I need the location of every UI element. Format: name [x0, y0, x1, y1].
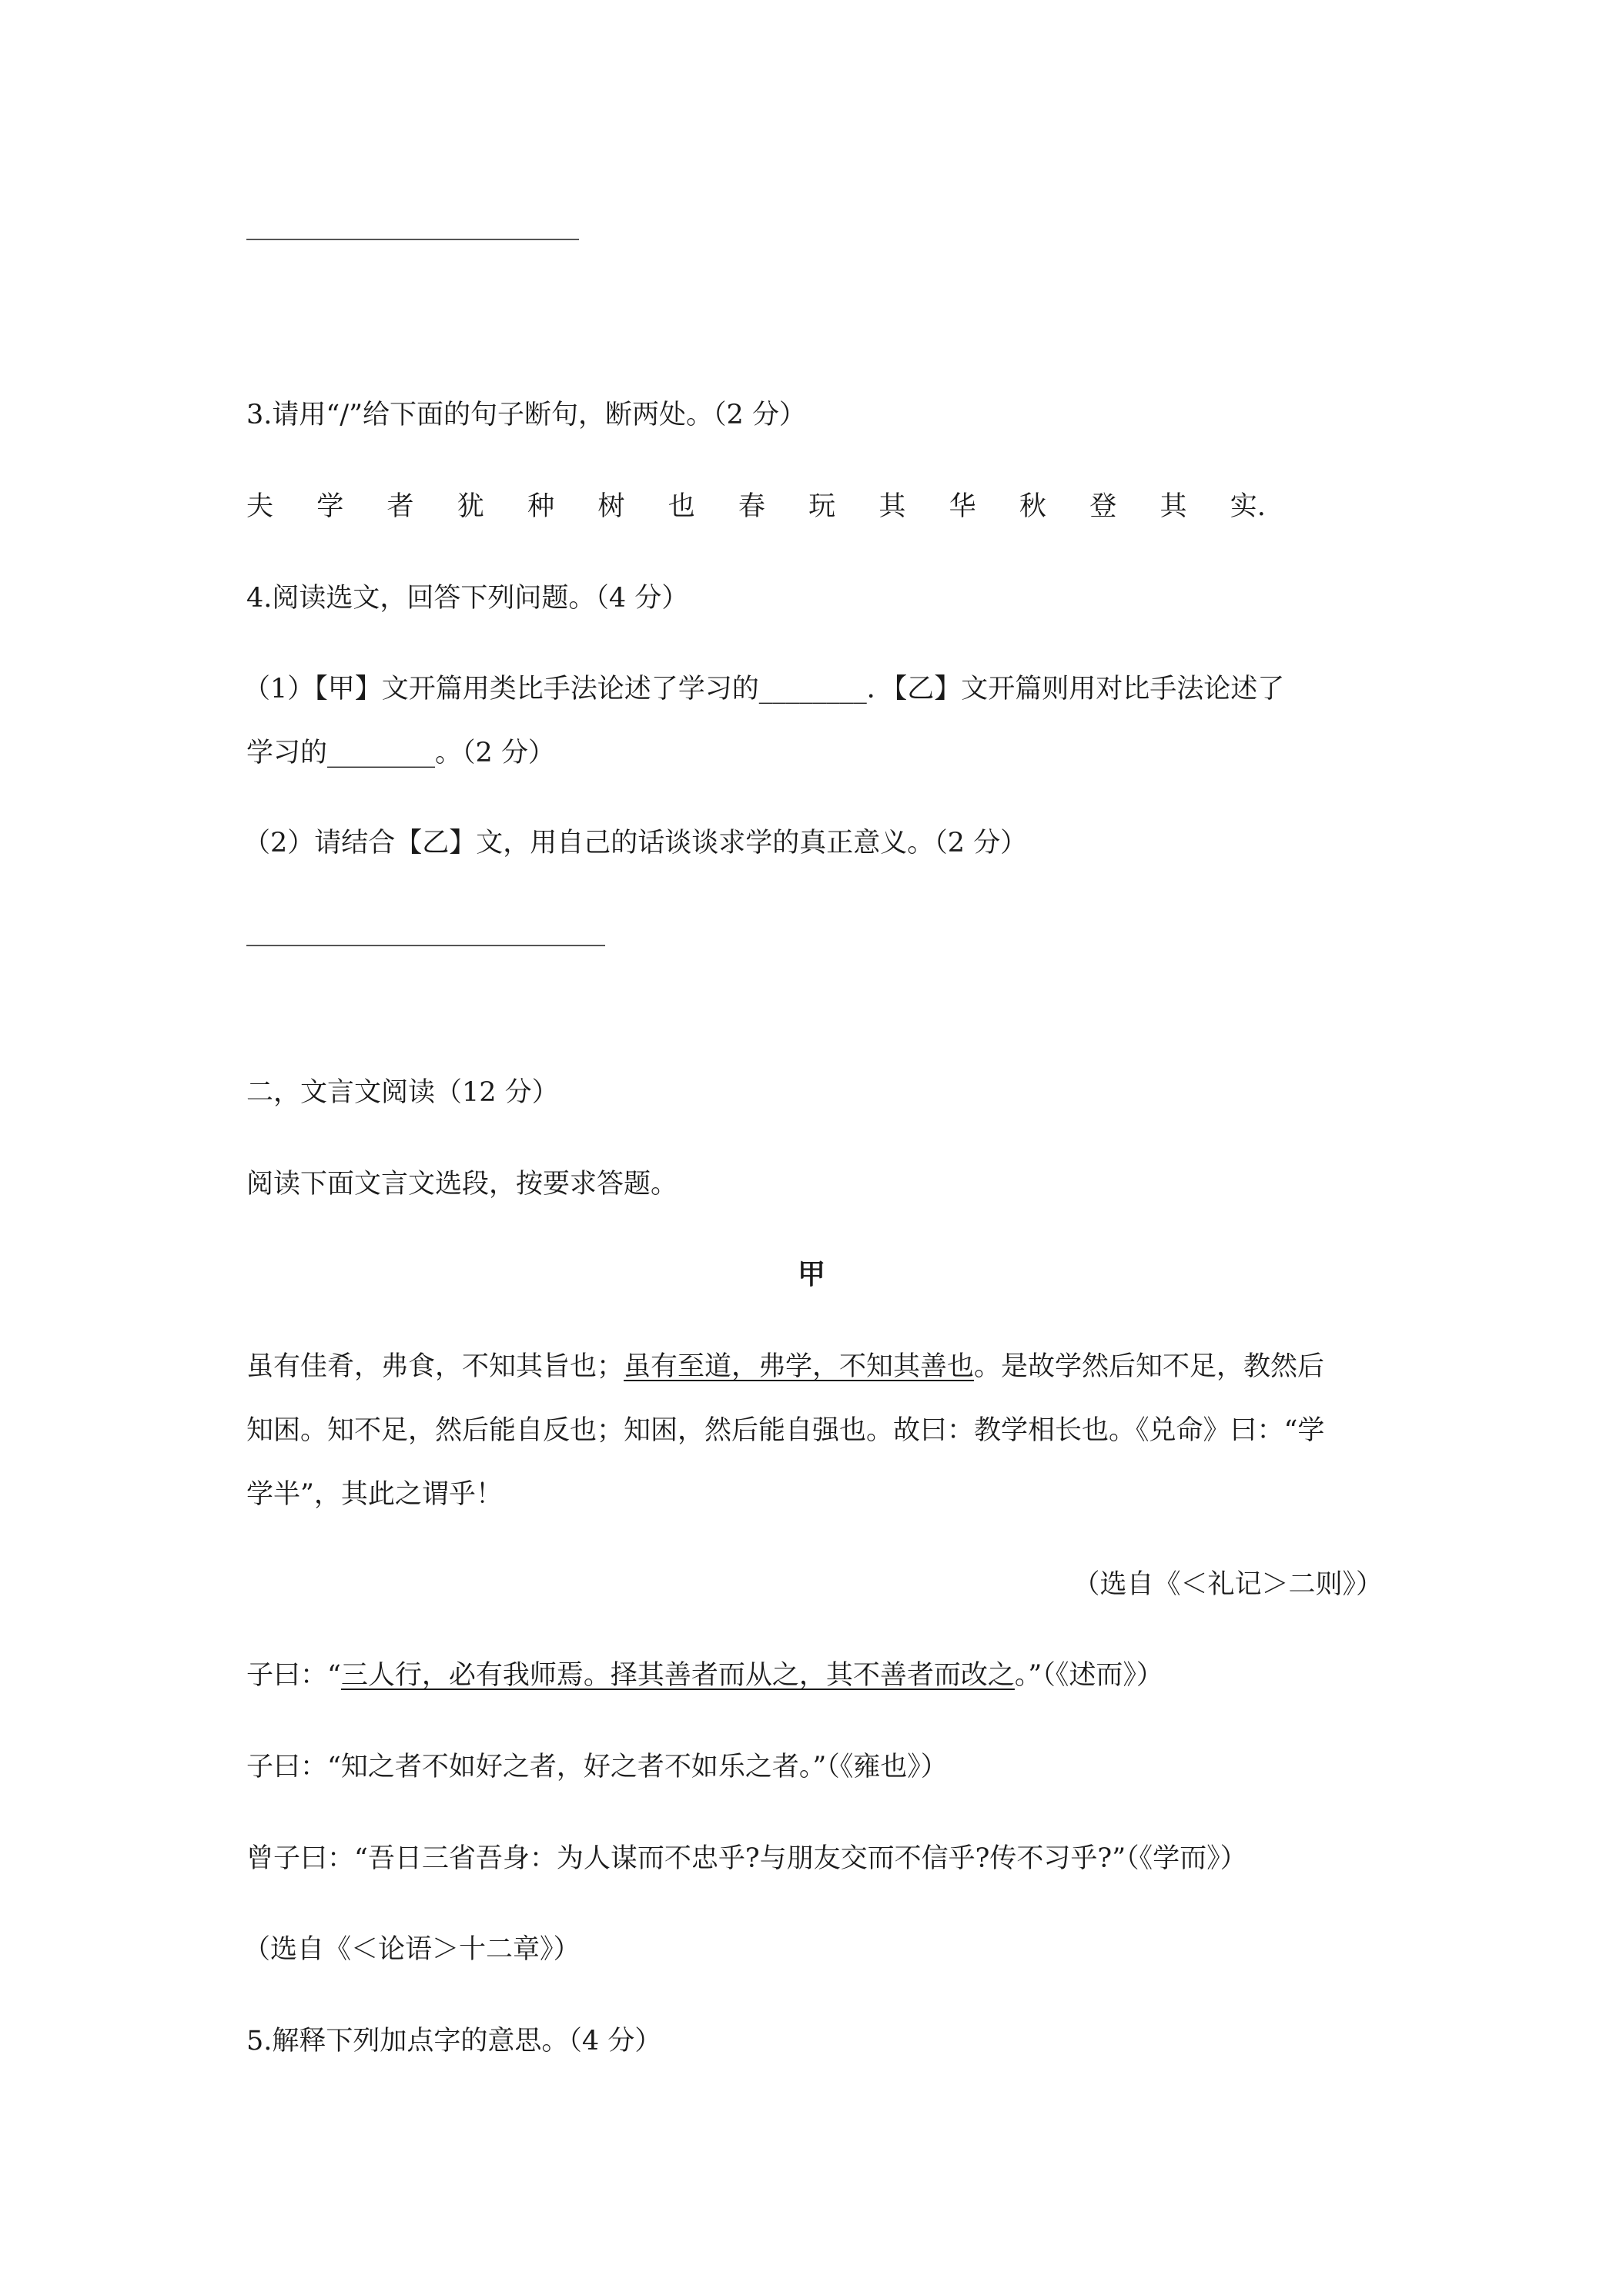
sentence-char: 树 — [597, 491, 625, 522]
sentence-char: 华 — [949, 491, 976, 522]
sentence-char: 登 — [1089, 491, 1117, 522]
sentence-char: 犹 — [457, 491, 484, 522]
passage-yi-text: 子曰：“ — [246, 1660, 341, 1691]
passage-yi-source: （选自《＜论语＞十二章》） — [243, 1934, 581, 1965]
passage-jia-text: 。是故学然后知不足，教然后 — [974, 1351, 1325, 1382]
underlined-sentence: 三人行，必有我师焉。择其善者而从之，其不善者而改之 — [340, 1660, 1015, 1691]
question-3-title: 3.请用“/”给下面的句子断句，断两处。（2 分） — [246, 400, 806, 430]
sentence-char: 也 — [668, 491, 695, 522]
question-4-sub1-line2: 学习的________。（2 分） — [246, 738, 555, 768]
underlined-sentence: 虽有至道，弗学，不知其善也 — [624, 1351, 975, 1382]
sentence-char: 者 — [387, 491, 414, 522]
question-4-sub2: （2）请结合【乙】文，用自己的话谈谈求学的真正意义。（2 分） — [243, 828, 1028, 858]
sentence-char: 春 — [738, 491, 765, 522]
passage-jia-title: 甲 — [797, 1258, 825, 1290]
sentence-char: 其 — [1160, 491, 1187, 522]
sentence-char: 夫 — [246, 491, 274, 522]
answer-blank-line — [246, 945, 605, 946]
answer-blank-line — [246, 239, 579, 240]
sentence-char: 学 — [316, 491, 344, 522]
question-3-sentence — [246, 487, 1266, 526]
passage-jia-line2: 知困。知不足，然后能自反也；知困，然后能自强也。故曰：教学相长也。《兑命》曰：“学 — [246, 1415, 1325, 1446]
sentence-char: 秋 — [1019, 491, 1046, 522]
passage-yi-line1 — [246, 1656, 1163, 1695]
question-4-sub1-line1: （1）【甲】文开篇用类比手法论述了学习的________．【乙】文开篇则用对比手法论述了 — [243, 674, 1285, 705]
sentence-char: 实. — [1230, 491, 1266, 522]
passage-yi-line2: 子曰：“知之者不如好之者，好之者不如乐之者。”（《雍也》） — [246, 1752, 948, 1782]
sentence-char: 玩 — [808, 491, 836, 522]
sentence-char: 种 — [527, 491, 555, 522]
question-4-title: 4.阅读选文，回答下列问题。（4 分） — [246, 583, 689, 614]
passage-jia-text: 虽有佳肴，弗食，不知其旨也； — [246, 1351, 624, 1382]
passage-yi-line3: 曾子曰：“吾日三省吾身：为人谋而不忠乎?与朋友交而不信乎?传不习乎?”（《学而》） — [246, 1843, 1247, 1874]
passage-jia-line1 — [246, 1347, 1324, 1386]
question-5-title: 5.解释下列加点字的意思。（4 分） — [246, 2026, 662, 2057]
passage-jia-source: （选自《＜礼记＞二则》） — [1073, 1569, 1383, 1600]
passage-jia-line3: 学半”，其此之谓乎！ — [246, 1479, 503, 1510]
passage-yi-text: 。”（《述而》） — [1014, 1660, 1163, 1691]
section-2-instruction: 阅读下面文言文选段，按要求答题。 — [246, 1169, 678, 1200]
section-2-heading: 二，文言文阅读（12 分） — [246, 1077, 559, 1108]
sentence-char: 其 — [878, 491, 906, 522]
